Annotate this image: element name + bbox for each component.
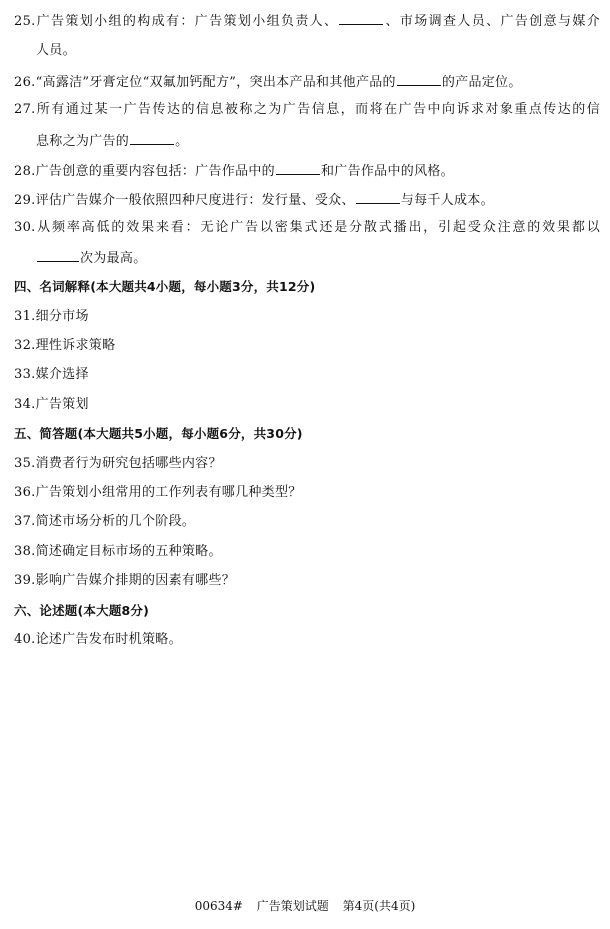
question-29-text-a: 29.评估广告媒介一般依照四种尺度进行：发行量、受众、 — [14, 193, 355, 208]
question-32: 32.理性诉求策略 — [14, 338, 116, 353]
question-27-text-a: 27.所有通过某一广告传达的信息被称之为广告信息，而将在广告中向诉求对象重点传达的信 — [14, 102, 600, 117]
question-36: 36.广告策划小组常用的工作列表有哪几种类型？ — [14, 485, 302, 500]
question-30-line-1 — [14, 220, 600, 236]
question-40: 40.论述广告发布时机策略。 — [14, 632, 182, 647]
answer-blank — [276, 162, 320, 175]
footer-page-number: 第4页(共4页) — [342, 899, 416, 913]
question-25-text-b: 、市场调查人员、广告创意与媒介 — [384, 14, 600, 29]
question-33: 33.媒介选择 — [14, 367, 89, 382]
question-25-text-c: 人员。 — [36, 43, 76, 58]
question-26-text-a: 26.“高露洁”牙膏定位“双氟加钙配方”，突出本产品和其他产品的 — [14, 75, 396, 90]
question-30-text-a: 30.从频率高低的效果来看：无论广告以密集式还是分散式播出，引起受众注意的效果都以 — [14, 220, 600, 235]
question-28-text-b: 和广告作品中的风格。 — [320, 164, 454, 179]
question-34: 34.广告策划 — [14, 397, 89, 412]
question-28 — [14, 162, 600, 180]
answer-blank — [37, 249, 79, 262]
answer-blank — [356, 191, 400, 204]
question-27-text-b: 息称之为广告的 — [36, 134, 130, 149]
question-27-text-c: 。 — [175, 134, 189, 149]
question-28-text-a: 28.广告创意的重要内容包括：广告作品中的 — [14, 164, 275, 179]
question-25-text-a: 25.广告策划小组的构成有：广告策划小组负责人、 — [14, 14, 339, 29]
question-39: 39.影响广告媒介排期的因素有哪些？ — [14, 573, 236, 588]
question-26 — [14, 73, 600, 91]
section-5-heading: 五、简答题(本大题共5小题，每小题6分，共30分) — [14, 426, 303, 441]
question-27-line-1 — [14, 102, 600, 118]
footer-subject: 广告策划试题 — [256, 899, 329, 913]
footer-course-code: 00634# — [194, 899, 243, 913]
question-37: 37.简述市场分析的几个阶段。 — [14, 514, 196, 529]
question-25-line-2 — [36, 43, 600, 59]
section-4-heading: 四、名词解释(本大题共4小题，每小题3分，共12分) — [14, 279, 316, 294]
answer-blank — [130, 132, 174, 145]
question-27-line-2 — [36, 132, 600, 150]
question-25-line-1 — [14, 12, 600, 30]
question-35: 35.消费者行为研究包括哪些内容？ — [14, 456, 222, 471]
question-29-text-b: 与每千人成本。 — [400, 193, 494, 208]
page-footer — [0, 898, 610, 914]
question-30-line-2 — [36, 249, 600, 267]
section-6-heading: 六、论述题(本大题8分) — [14, 603, 150, 618]
question-30-text-c: 次为最高。 — [80, 251, 147, 266]
answer-blank — [397, 73, 441, 86]
question-38: 38.简述确定目标市场的五种策略。 — [14, 544, 222, 559]
answer-blank — [339, 12, 383, 25]
question-26-text-b: 的产品定位。 — [441, 75, 522, 90]
question-31: 31.细分市场 — [14, 309, 89, 324]
question-29 — [14, 191, 600, 209]
